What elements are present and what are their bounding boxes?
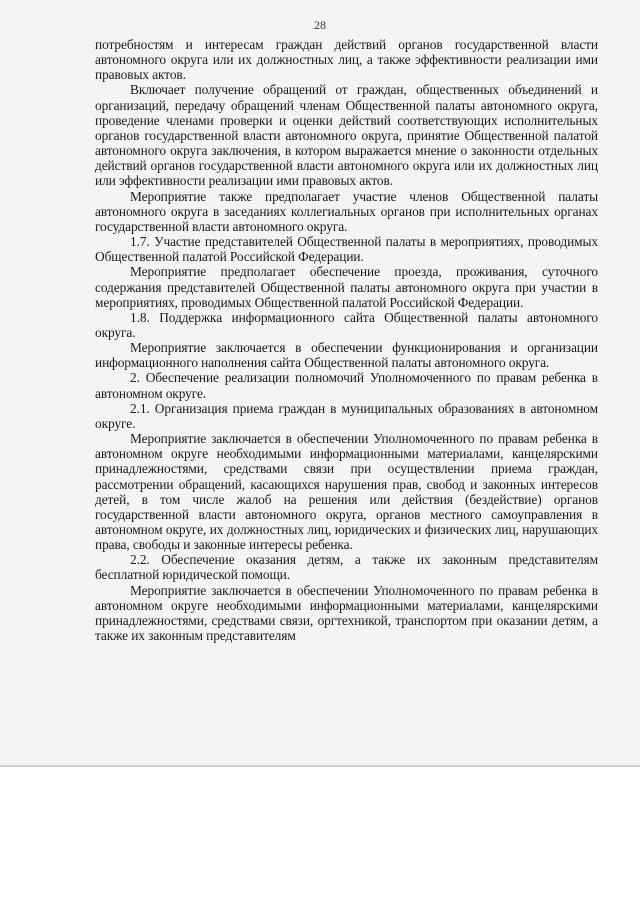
paragraph: Мероприятие заключается в обеспечении Уполномоченного по правам ребенка в автономном округе необходимыми информационными материалами, канцелярскими принадлежностями, средствами связи при осуществлении приема граждан, рассмотрении обращений, касающихся нарушения прав, свобод и законных интересов детей, в том числе жалоб на решения или действия (бездействие) органов государственной власти автономного округа, органов местного самоуправления в автономном округе, их должностных лиц, юридических и физических лиц, нарушающих права, свободы и законные интересы ребенка. <box>95 431 598 553</box>
section-heading: 2. Обеспечение реализации полномочий Уполномоченного по правам ребенка в автономном округе. <box>95 370 598 401</box>
paragraph: потребностям и интересам граждан действий органов государственной власти автономного округа или их должностных лиц, а также эффективности реализации ими правовых актов. <box>95 37 598 83</box>
paragraph: Мероприятие также предполагает участие членов Общественной палаты автономного округа в заседаниях коллегиальных органов при исполнительных органах государственной власти автономного округа. <box>95 188 598 234</box>
document-body <box>95 37 598 643</box>
paragraph: Мероприятие заключается в обеспечении функционирования и организации информационного наполнения сайта Общественной палаты автономного округа. <box>95 340 598 371</box>
paragraph: Включает получение обращений от граждан, общественных объединений и организаций, передачу обращений членам Общественной палаты автономного округа, проведение членами проверки и оценки действий соответствующих исполнительных органов государственной власти автономного округа, принятие Общественной палатой автономного округа заключения, в котором выражается мнение о законности отдельных действий органов государственной власти автономного округа или их должностных лиц или эффективности реализации ими правовых актов. <box>95 82 598 189</box>
section-heading: 2.1. Организация приема граждан в муниципальных образованиях в автономном округе. <box>95 400 598 431</box>
section-heading: 1.8. Поддержка информационного сайта Общественной палаты автономного округа. <box>95 309 598 340</box>
paragraph: Мероприятие заключается в обеспечении Уполномоченного по правам ребенка в автономном округе необходимыми информационными материалами, канцелярскими принадлежностями, средствами связи, оргтехникой, транспортом при оказании детям, а также их законным представителям <box>95 582 598 644</box>
section-heading: 1.7. Участие представителей Общественной палаты в мероприятиях, проводимых Общественной палатой Российской Федерации. <box>95 234 598 265</box>
paragraph: Мероприятие предполагает обеспечение проезда, проживания, суточного содержания представителей Общественной палаты автономного округа при участии в мероприятиях, проводимых Общественной палатой Российской Федерации. <box>95 264 598 310</box>
section-heading: 2.2. Обеспечение оказания детям, а также их законным представителям бесплатной юридической помощи. <box>95 552 598 583</box>
page-number: 28 <box>314 18 326 32</box>
